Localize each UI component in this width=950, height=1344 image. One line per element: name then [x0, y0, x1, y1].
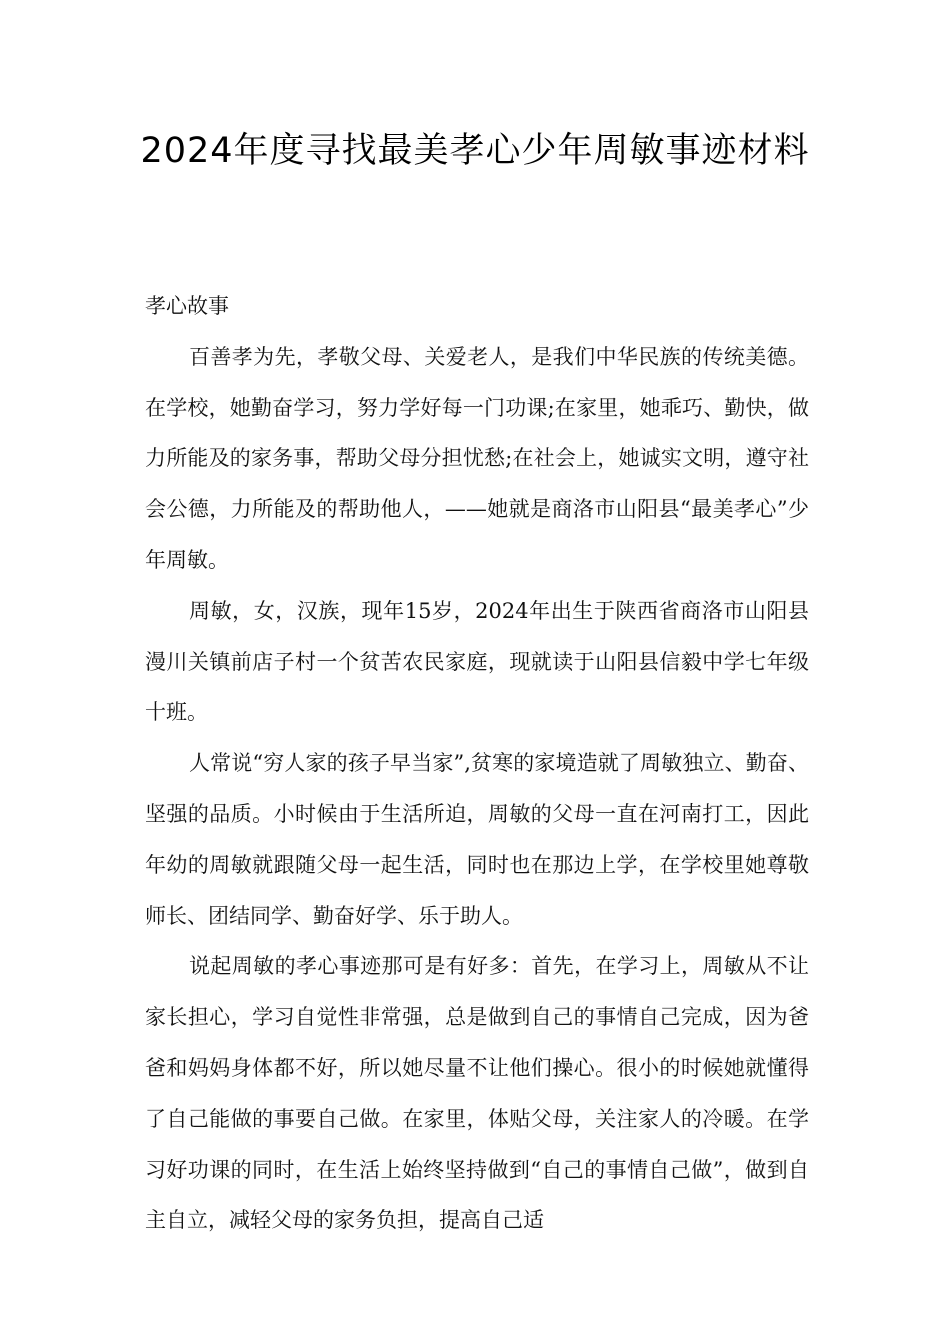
section-heading: 孝心故事: [145, 294, 229, 318]
paragraph-family-background: 人常说“穷人家的孩子早当家”,贫寒的家境造就了周敏独立、勤奋、坚强的品质。小时候由于生活所迫，周敏的父母一直在河南打工，因此年幼的周敏就跟随父母一起生活，同时也在那边上学，在学校里她尊敬师长、团结同学、勤奋好学、乐于助人。: [145, 751, 809, 928]
paragraph-filial-deeds: 说起周敏的孝心事迹那可是有好多：首先，在学习上，周敏从不让家长担心，学习自觉性非常强，总是做到自己的事情自己完成，因为爸爸和妈妈身体都不好，所以她尽量不让他们操心。很小的时候她就懂得了自己能做的事要自己做。在家里，体贴父母，关注家人的冷暖。在学习好功课的同时，在生活上始终坚持做到“自己的事情自己做”，做到自主自立，减轻父母的家务负担，提高自己适: [145, 954, 809, 1233]
paragraph-biography: 周敏，女，汉族，现年15岁，2024年出生于陕西省商洛市山阳县漫川关镇前店子村一个贫苦农民家庭，现就读于山阳县信毅中学七年级十班。: [145, 598, 809, 725]
document-body: [145, 281, 809, 1246]
paragraph-intro: 百善孝为先，孝敬父母、关爱老人，是我们中华民族的传统美德。在学校，她勤奋学习，努力学好每一门功课;在家里，她乖巧、勤快，做力所能及的家务事，帮助父母分担忧愁;在社会上，她诚实文明，遵守社会公德，力所能及的帮助他人，——她就是商洛市山阳县“最美孝心”少年周敏。: [145, 344, 809, 572]
document-title: 2024年度寻找最美孝心少年周敏事迹材料: [140, 131, 810, 171]
